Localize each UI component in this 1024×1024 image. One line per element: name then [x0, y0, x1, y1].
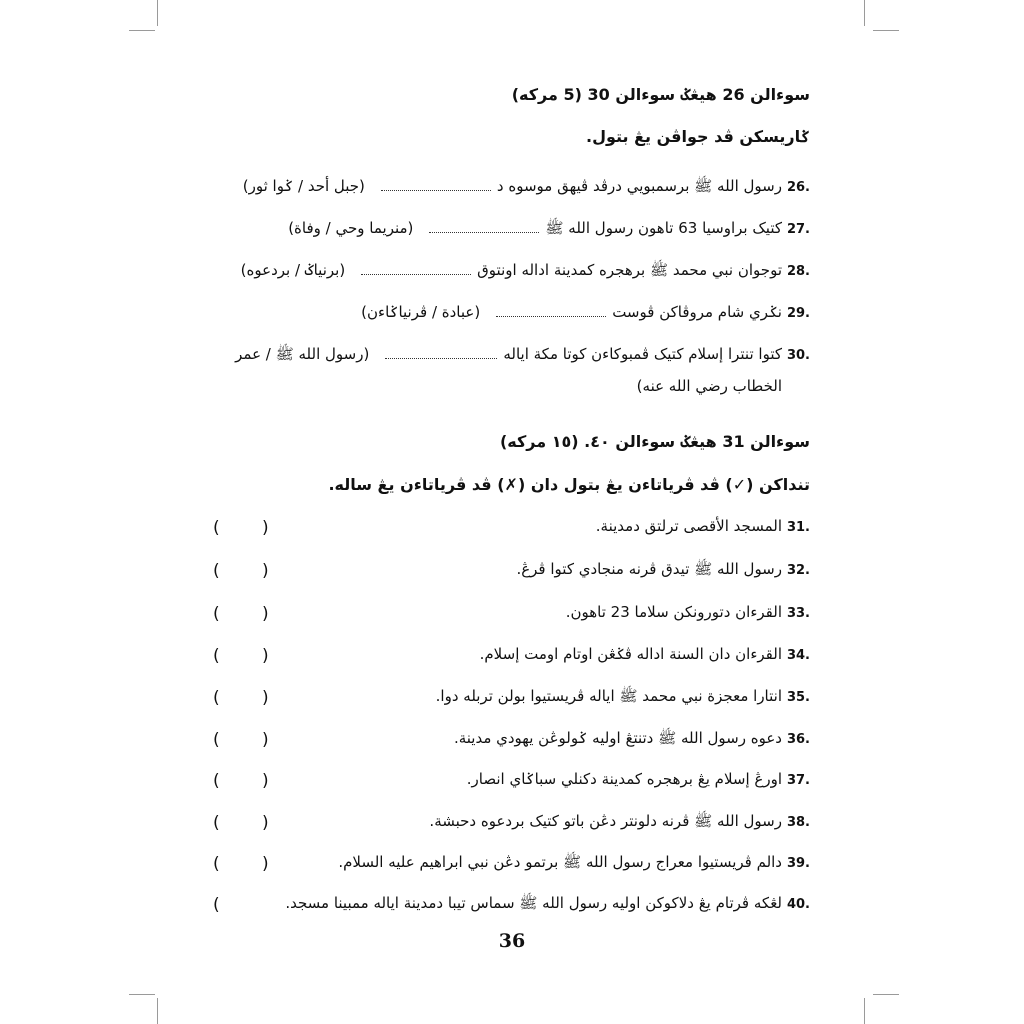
question-30-continuation: الخطاب رضي الله عنه) — [636, 377, 782, 395]
crop-mark — [864, 0, 865, 26]
answer-box-close[interactable]: ) — [262, 730, 269, 750]
crop-mark — [873, 30, 899, 31]
answer-box-open[interactable]: ( — [213, 561, 220, 581]
section2-instruction: تنداكن (✓) ڤد ڤرياتاءن يڠ بتول دان (✗) ڤد ڤرياتاءن يڠ ساله. — [328, 475, 810, 494]
crop-mark — [129, 30, 155, 31]
question-32 — [516, 560, 810, 582]
question-text: القرءان دتورونكن سلاما 23 تاهون. — [565, 603, 782, 621]
question-number: .31 — [786, 520, 810, 535]
question-38 — [429, 812, 810, 834]
section2-heading: سوءالن 31 هيڠݢ سوءالن ٤٠. (١٥ مركه) — [499, 432, 810, 451]
answer-options: (عبادة / ڤرنياݢاءن) — [361, 303, 481, 321]
answer-box-close[interactable]: ) — [262, 561, 269, 581]
question-number: .39 — [786, 856, 810, 871]
question-number: .37 — [786, 773, 810, 788]
answer-options: (برنياݢ / بردعوه) — [240, 261, 346, 279]
question-text: رسول الله ﷺ برسمبويي درڤد ڤيهق موسوه د — [496, 177, 782, 195]
question-number: .36 — [786, 732, 810, 747]
question-number: .28 — [786, 264, 810, 279]
answer-box-close[interactable]: ) — [262, 813, 269, 833]
answer-box-open[interactable]: ( — [213, 518, 220, 538]
question-26 — [243, 177, 810, 199]
question-31 — [596, 517, 810, 535]
answer-box-open[interactable]: ( — [213, 688, 220, 708]
crop-mark — [864, 998, 865, 1024]
question-text: لڠكه ڤرتام يڠ دلاكوكن اوليه رسول الله ﷺ سماس تيبا دمدينة اياله ممبينا مسجد. — [285, 894, 782, 912]
answer-blank[interactable] — [361, 264, 471, 275]
crop-mark — [157, 0, 158, 26]
answer-box-open[interactable]: ( — [213, 813, 220, 833]
question-text: كتوا تنترا إسلام كتيک ڤمبوكاءن كوتا مكة اياله — [503, 345, 782, 363]
answer-blank[interactable] — [496, 306, 606, 317]
question-number: .33 — [786, 606, 810, 621]
question-27 — [288, 219, 810, 241]
crop-mark — [873, 994, 899, 995]
question-40 — [285, 894, 810, 916]
question-text: توجوان نبي محمد ﷺ برهجره كمدينة اداله اونتوق — [477, 261, 782, 279]
answer-box-close[interactable]: ) — [262, 518, 269, 538]
question-number: .38 — [786, 815, 810, 830]
question-number: .32 — [786, 563, 810, 578]
question-text: دعوه رسول الله ﷺ دتنتڠ اوليه ݢولوڠن يهودي مدينة. — [453, 729, 782, 747]
question-30 — [235, 345, 810, 367]
section1-instruction: ݢاريسكن ڤد جواڤن يڠ بتول. — [586, 127, 810, 146]
section1-heading: سوءالن 26 هيڠݢ سوءالن 30 (5 مركه) — [511, 85, 810, 104]
question-text: المسجد الأقصى ترلتق دمدينة. — [595, 517, 782, 535]
question-number: .29 — [786, 306, 810, 321]
question-28 — [241, 261, 810, 283]
answer-box-close[interactable]: ) — [262, 604, 269, 624]
question-number: .34 — [786, 648, 810, 663]
crop-mark — [157, 998, 158, 1024]
answer-box-open[interactable]: ( — [213, 854, 220, 874]
question-37 — [467, 770, 810, 788]
page-number: 36 — [498, 930, 526, 952]
question-text: دالم ڤريستيوا معراج رسول الله ﷺ برتمو دڠن نبي ابراهيم عليه السلام. — [338, 853, 782, 871]
question-number: .26 — [786, 180, 810, 195]
answer-box-close[interactable]: ) — [262, 771, 269, 791]
question-39 — [338, 853, 810, 875]
question-36 — [454, 729, 810, 751]
question-text: القرءان دان السنة اداله ڤݢڠن اوتام اومت إسلام. — [479, 645, 782, 663]
question-35 — [436, 687, 810, 709]
question-number: .40 — [786, 897, 810, 912]
question-text: رسول الله ﷺ ڤرنه دلونتر دڠن باتو كتيک بردعوه دحبشة. — [429, 812, 782, 830]
answer-box-open[interactable]: ( — [213, 730, 220, 750]
answer-box-close[interactable]: ) — [262, 688, 269, 708]
question-33 — [566, 603, 810, 621]
answer-box-close[interactable]: ) — [262, 854, 269, 874]
question-29 — [361, 303, 810, 321]
answer-box-open[interactable]: ( — [213, 604, 220, 624]
answer-box-close[interactable]: ) — [262, 646, 269, 666]
answer-options: (منريما وحي / وفاة) — [288, 219, 414, 237]
question-text: رسول الله ﷺ تيدق ڤرنه منجادي كتوا ڤرڠ. — [516, 560, 782, 578]
question-text: نݢري شام مروڤاكن ڤوست — [612, 303, 782, 321]
answer-options: (جبل أحد / ݢوا ثور) — [242, 177, 365, 195]
crop-mark — [129, 994, 155, 995]
question-text: اورڠ إسلام يڠ برهجره كمدينة دكنلي سباݢاي انصار. — [466, 770, 782, 788]
question-number: .35 — [786, 690, 810, 705]
answer-options: (رسول الله ﷺ / عمر — [235, 345, 370, 363]
question-text: كتيک براوسيا 63 تاهون رسول الله ﷺ — [545, 219, 782, 237]
answer-blank[interactable] — [381, 180, 491, 191]
question-text: انتارا معجزة نبي محمد ﷺ اياله ڤريستيوا بولن تربله دوا. — [435, 687, 782, 705]
question-34 — [480, 645, 810, 663]
answer-blank[interactable] — [385, 348, 497, 359]
answer-box-open[interactable]: ( — [213, 895, 220, 915]
answer-blank[interactable] — [429, 222, 539, 233]
answer-box-open[interactable]: ( — [213, 771, 220, 791]
answer-box-open[interactable]: ( — [213, 646, 220, 666]
question-number: .27 — [786, 222, 810, 237]
question-number: .30 — [786, 348, 810, 363]
